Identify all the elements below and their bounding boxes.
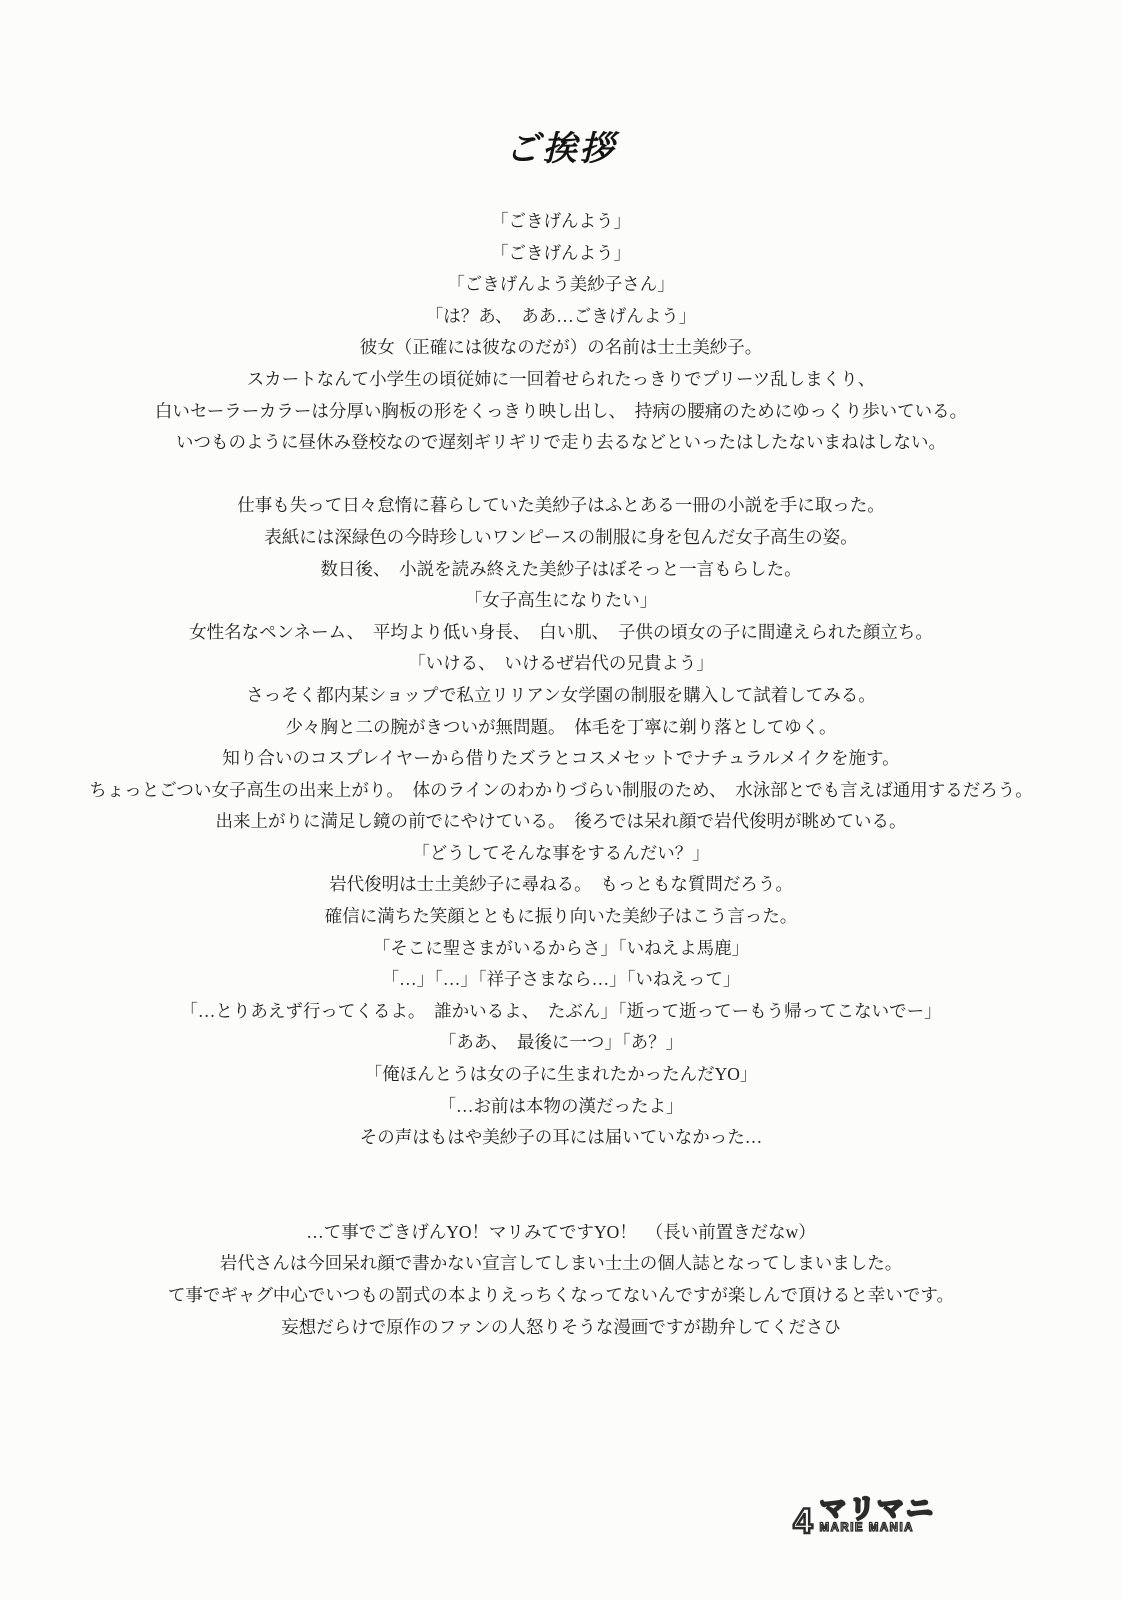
afterword-text — [0, 206, 1122, 1343]
text-line: 彼女（正確には彼なのだが）の名前は士土美紗子。 — [359, 337, 763, 358]
text-line: 「そこに聖さまがいるからさ」「いねえよ馬鹿」 — [372, 937, 750, 958]
text-line: その声はもはや美紗子の耳には届いていなかった… — [359, 1127, 763, 1148]
text-line: スカートなんて小学生の頃従姉に一回着せられたっきりでプリーツ乱しまくり、 — [246, 368, 876, 389]
text-line: 知り合いのコスプレイヤーから借りたズラとコスメセットでナチュラルメイクを施す。 — [222, 748, 900, 769]
logo-subtitle: MARIE MANIA — [819, 1521, 914, 1534]
text-line: 「ごきげんよう」 — [491, 211, 631, 231]
text-line: 「どうしてそんな事をするんだい？」 — [412, 842, 710, 863]
text-line: 女性名なペンネーム、 平均より低い身長、 白い肌、 子供の頃女の子に間違えられた顔立ち。 — [189, 621, 933, 642]
paragraph — [0, 1217, 1122, 1343]
text-line: さっそく都内某ショップで私立リリアン女学園の制服を購入して試着してみる。 — [246, 684, 876, 705]
page-footer — [793, 1493, 935, 1542]
text-line: 数日後、 小説を読み終えた美紗子はぼそっと一言もらした。 — [320, 558, 802, 579]
text-line: 仕事も失って日々怠惰に暮らしていた美紗子はふとある一冊の小説を手に取った。 — [237, 495, 885, 516]
text-line: 確信に満ちた笑顔とともに振り向いた美紗子はこう言った。 — [324, 906, 798, 927]
text-line: …て事でごきげんYO！マリみてですYO！ （長い前置きだなw） — [306, 1221, 816, 1242]
text-line: 「…お前は本物の漢だったよ」 — [438, 1095, 684, 1116]
text-line: 岩代俊明は士土美紗子に尋ねる。 もっともな質問だろう。 — [329, 874, 793, 895]
text-line: 白いセーラーカラーは分厚い胸板の形をくっきり映し出し、 持病の腰痛のためにゆっくり歩いている。 — [154, 400, 968, 421]
text-line: 「女子高生になりたい」 — [464, 590, 658, 611]
page-number: 4 — [793, 1502, 813, 1542]
text-line: て事でギャグ中心でいつもの罰式の本よりえっちくなってないんですが楽しんで頂けると幸いです。 — [167, 1285, 955, 1305]
marimani-logo — [819, 1493, 935, 1534]
text-line: 「ごきげんよう」 — [491, 242, 631, 263]
text-line: 少々胸と二の腕がきついが無問題。 体毛を丁寧に剃り落としてゆく。 — [285, 716, 837, 737]
text-line: 「いける、 いけるぜ岩代の兄貴よう」 — [408, 653, 714, 674]
page-title: ご挨拶 — [505, 130, 617, 168]
text-line: 出来上がりに満足し鏡の前でにやけている。 後ろでは呆れ顔で岩代俊明が眺めている。 — [215, 811, 907, 832]
text-line: 妄想だらけで原作のファンの人怒りそうな漫画ですが勘弁してくださひ — [281, 1316, 841, 1337]
text-line: 「…とりあえず行ってくるよ。 誰かいるよ、 たぶん」「逝って逝ってーもう帰ってこないでー」 — [180, 1000, 942, 1021]
text-line: 「は？あ、 ああ…ごきげんよう」 — [425, 305, 697, 326]
text-line: いつものように昼休み登校なので遅刻ギリギリで走り去るなどといったはしたないまねはしない。 — [176, 432, 946, 453]
text-line: ちょっとごつい女子高生の出来上がり。 体のラインのわかりづらい制服のため、 水泳部とでも言えば通用するだろう。 — [89, 779, 1033, 800]
text-line: 「ごきげんよう美紗子さん」 — [447, 274, 675, 295]
logo-title: マリマニ — [819, 1493, 935, 1524]
text-line: 「俺ほんとうは女の子に生まれたかったんだYO」 — [364, 1064, 758, 1085]
paragraph — [0, 206, 1122, 459]
text-line: 「ああ、 最後に一つ」「あ？」 — [438, 1032, 684, 1053]
paragraph — [0, 490, 1122, 1153]
text-line: 表紙には深緑色の今時珍しいワンピースの制服に身を包んだ女子高生の姿。 — [264, 526, 858, 547]
text-line: 「…」「…」「祥子さまなら…」「いねえって」 — [381, 969, 741, 990]
text-line: 岩代さんは今回呆れ顔で書かない宣言してしまい士土の個人誌となってしまいました。 — [219, 1253, 903, 1274]
